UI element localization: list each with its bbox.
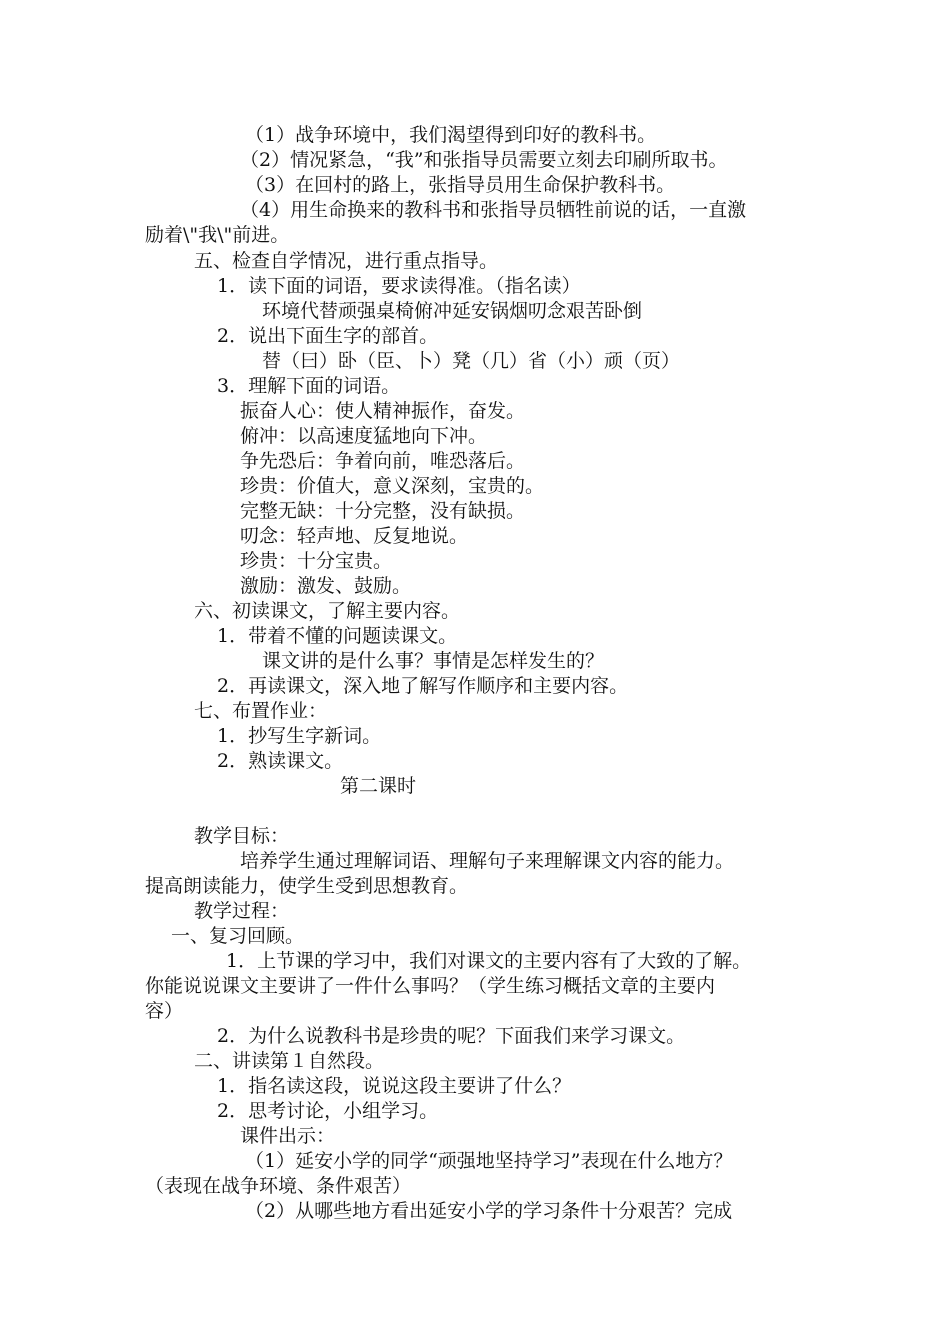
list-item: （3）在回村的路上，张指导员用生命保护教科书。 — [245, 174, 676, 196]
definition-item: 完整无缺：十分完整，没有缺损。 — [240, 500, 526, 522]
paragraph: 容） — [145, 1000, 184, 1022]
list-item: 2．思考讨论，小组学习。 — [217, 1100, 439, 1122]
section-heading: 六、初读课文，了解主要内容。 — [194, 600, 461, 622]
paragraph: 课件出示： — [240, 1125, 336, 1147]
list-item: （2）情况紧急，“我”和张指导员需要立刻去印刷所取书。 — [240, 149, 728, 171]
definition-item: 珍贵：价值大，意义深刻，宝贵的。 — [240, 475, 545, 497]
list-item: 1．抄写生字新词。 — [217, 725, 382, 747]
list-item: 1．带着不懂的问题读课文。 — [217, 625, 458, 647]
section-heading: 教学过程： — [194, 900, 290, 922]
list-item: 励着\"我\"前进。 — [145, 224, 290, 246]
list-item: 课文讲的是什么事？事情是怎样发生的？ — [262, 650, 605, 672]
paragraph: （表现在战争环境、条件艰苦） — [145, 1175, 412, 1197]
list-item: （1）延安小学的同学“顽强地坚持学习”表现在什么地方？ — [245, 1150, 733, 1172]
section-heading: 七、布置作业： — [194, 700, 328, 722]
list-item: 2．说出下面生字的部首。 — [217, 325, 439, 347]
definition-item: 振奋人心：使人精神振作，奋发。 — [240, 400, 526, 422]
definition-item: 叨念：轻声地、反复地说。 — [240, 525, 469, 547]
list-item: 2．熟读课文。 — [217, 750, 344, 772]
word-list: 环境代替顽强桌椅俯冲延安锅烟叨念艰苦卧倒 — [262, 300, 643, 322]
definition-item: 俯冲：以高速度猛地向下冲。 — [240, 425, 488, 447]
definition-item: 激励：激发、鼓励。 — [240, 575, 412, 597]
paragraph: 1．上节课的学习中，我们对课文的主要内容有了大致的了解。 — [226, 950, 752, 972]
list-item: （4）用生命换来的教科书和张指导员牺牲前说的话，一直激 — [240, 199, 747, 221]
paragraph: 提高朗读能力，使学生受到思想教育。 — [145, 875, 469, 897]
list-item: 1．读下面的词语，要求读得准。（指名读） — [217, 275, 581, 297]
list-item: 3．理解下面的词语。 — [217, 375, 401, 397]
paragraph: 培养学生通过理解词语、理解句子来理解课文内容的能力。 — [240, 850, 735, 872]
section-heading: 教学目标： — [194, 825, 290, 847]
section-heading: 一、复习回顾。 — [171, 925, 305, 947]
definition-item: 争先恐后：争着向前，唯恐落后。 — [240, 450, 526, 472]
list-item: （1）战争环境中，我们渴望得到印好的教科书。 — [245, 124, 657, 146]
list-item: 2．再读课文，深入地了解写作顺序和主要内容。 — [217, 675, 629, 697]
list-item: 1．指名读这段，说说这段主要讲了什么？ — [217, 1075, 572, 1097]
definition-item: 珍贵：十分宝贵。 — [240, 550, 393, 572]
section-heading: 五、检查自学情况，进行重点指导。 — [194, 250, 499, 272]
list-item: 2．为什么说教科书是珍贵的呢？下面我们来学习课文。 — [217, 1025, 686, 1047]
paragraph: 你能说说课文主要讲了一件什么事吗？（学生练习概括文章的主要内 — [145, 975, 716, 997]
lesson-title: 第二课时 — [340, 775, 417, 797]
radical-list: 替（曰）卧（臣、卜）凳（几）省（小）顽（页） — [262, 350, 681, 372]
section-heading: 二、讲读第１自然段。 — [194, 1050, 385, 1072]
list-item: （2）从哪些地方看出延安小学的学习条件十分艰苦？完成 — [245, 1200, 733, 1222]
